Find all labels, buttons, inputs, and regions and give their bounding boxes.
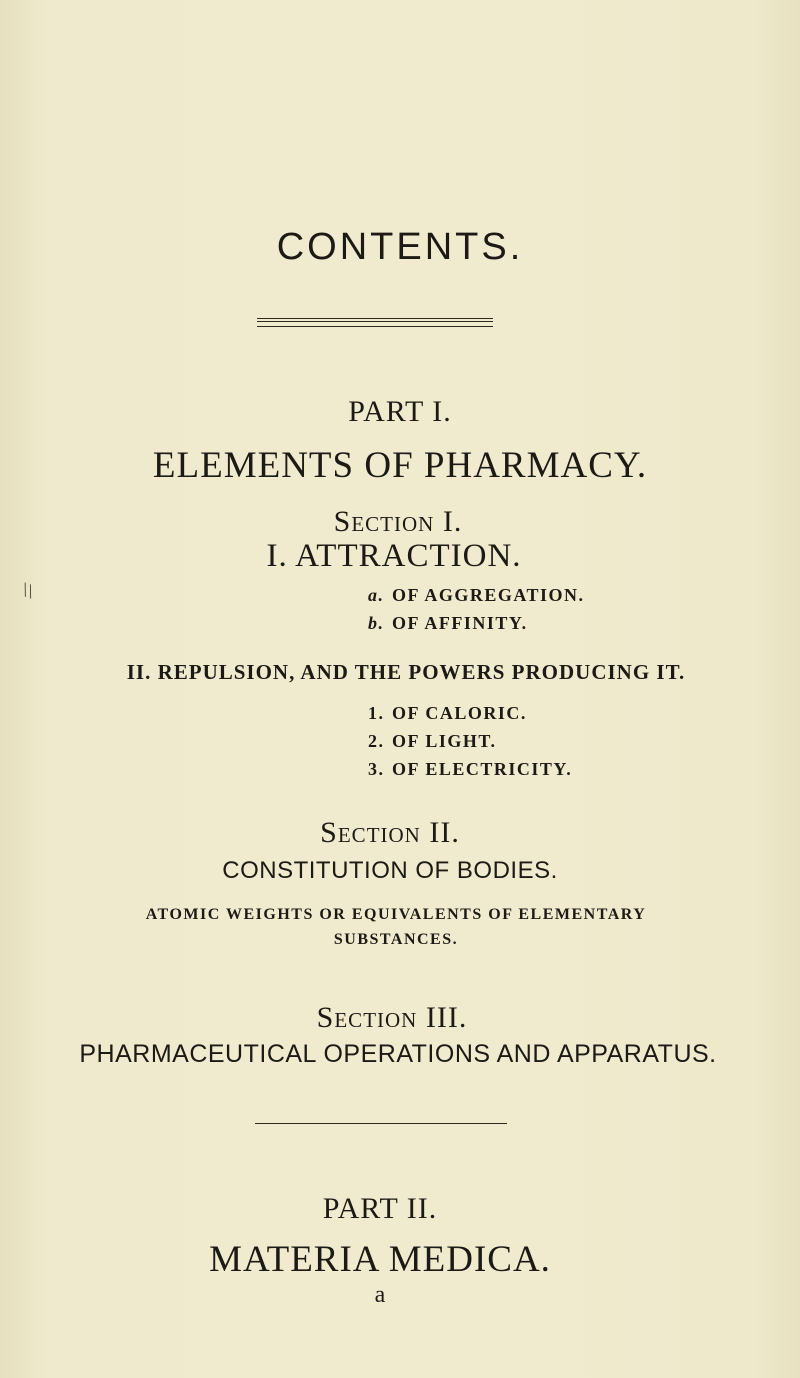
section-3-heading: PHARMACEUTICAL OPERATIONS AND APPARATUS. xyxy=(79,1040,717,1068)
list-item xyxy=(368,731,497,752)
section-1-heading: I. ATTRACTION. xyxy=(266,538,522,574)
list-marker: b. xyxy=(368,613,385,633)
part-1-label: PART I. xyxy=(348,395,452,428)
list-item xyxy=(368,585,585,606)
list-item-text: OF ELECTRICITY. xyxy=(392,759,573,779)
section-2-heading: CONSTITUTION OF BODIES. xyxy=(222,857,558,884)
list-item xyxy=(368,703,527,724)
section-2-description: ATOMIC WEIGHTS OR EQUIVALENTS OF ELEMENTARY xyxy=(145,906,647,923)
list-item-text: OF LIGHT. xyxy=(392,731,497,751)
double-rule-divider xyxy=(257,318,493,327)
list-marker: 2. xyxy=(368,731,385,751)
signature-mark: a xyxy=(374,1282,386,1308)
section-3-label: Section III. xyxy=(316,1001,468,1034)
list-item-text: OF AFFINITY. xyxy=(392,613,528,633)
list-marker: 3. xyxy=(368,759,385,779)
section-1-subheading: II. REPULSION, AND THE POWERS PRODUCING IT. xyxy=(126,660,686,684)
horizontal-rule-divider xyxy=(255,1123,507,1124)
list-item xyxy=(368,613,528,634)
section-2-label: Section II. xyxy=(320,816,460,849)
part-2-heading: MATERIA MEDICA. xyxy=(209,1239,551,1280)
list-item-text: OF CALORIC. xyxy=(392,703,527,723)
list-marker: 1. xyxy=(368,703,385,723)
list-item xyxy=(368,759,572,780)
list-item-text: OF AGGREGATION. xyxy=(392,585,585,605)
part-1-heading: ELEMENTS OF PHARMACY. xyxy=(152,445,648,486)
page-title: CONTENTS. xyxy=(276,226,524,268)
section-1-label: Section I. xyxy=(333,505,463,538)
list-marker: a. xyxy=(368,585,385,605)
stray-pencil-mark: \\ xyxy=(19,578,37,604)
part-2-label: PART II. xyxy=(322,1192,438,1225)
section-2-description-cont: SUBSTANCES. xyxy=(333,931,459,948)
